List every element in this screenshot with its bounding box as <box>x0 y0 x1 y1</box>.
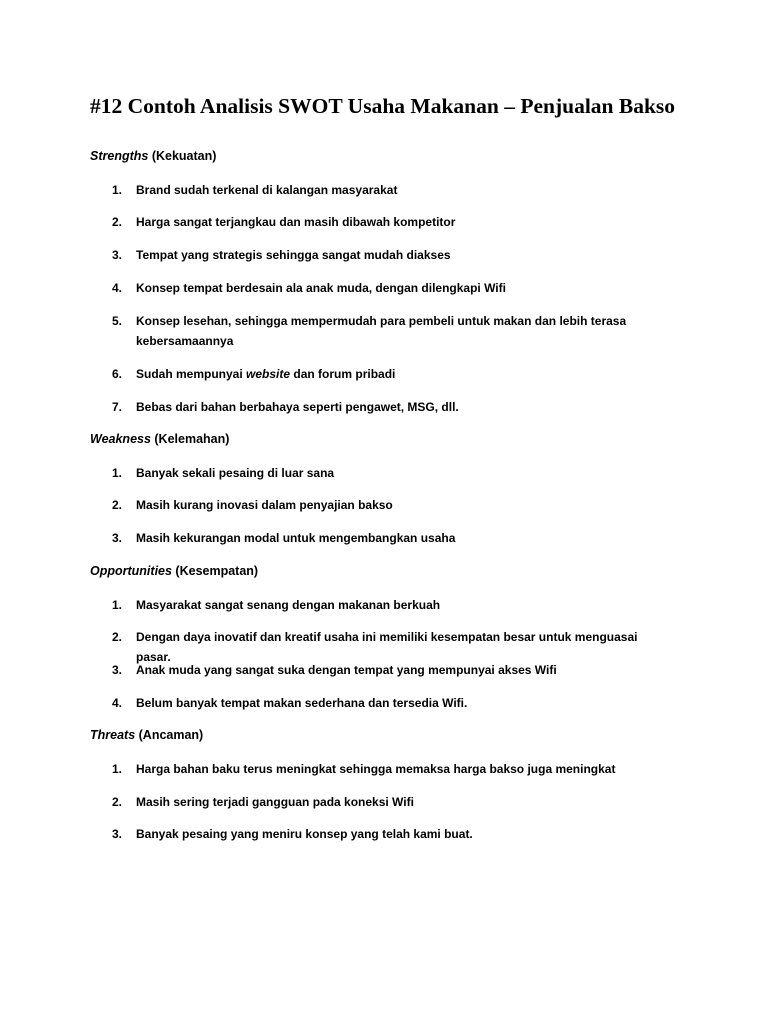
section-opportunities <box>90 563 710 710</box>
item-text-italic: website <box>246 367 291 381</box>
list-item <box>90 824 656 844</box>
item-text: Masyarakat sangat senang dengan makanan berkuah <box>136 598 441 612</box>
item-text: Bebas dari bahan berbahaya seperti pengawet, MSG, dll. <box>136 400 459 414</box>
list-item <box>90 660 656 680</box>
section-weakness <box>90 431 710 545</box>
list-item <box>90 245 656 265</box>
section-heading-label: (Kekuatan) <box>148 149 217 163</box>
list-item <box>90 463 656 483</box>
item-number: 3. <box>112 663 123 677</box>
section-heading-italic: Opportunities <box>90 564 172 578</box>
item-text: Masih sering terjadi gangguan pada koneksi Wifi <box>136 795 414 809</box>
item-text: Anak muda yang sangat suka dengan tempat yang mempunyai akses Wifi <box>136 663 557 677</box>
item-text: Masih kekurangan modal untuk mengembangkan usaha <box>136 531 456 545</box>
item-number: 1. <box>112 466 123 480</box>
section-heading <box>90 148 710 164</box>
item-text: Banyak sekali pesaing di luar sana <box>136 466 335 480</box>
list-item <box>90 311 656 351</box>
list-item <box>90 364 656 384</box>
list-item <box>90 278 656 298</box>
item-number: 7. <box>112 400 123 414</box>
item-number: 6. <box>112 367 123 381</box>
item-number: 1. <box>112 598 123 612</box>
item-number: 1. <box>112 762 123 776</box>
item-number: 2. <box>112 630 123 644</box>
list-item <box>90 693 656 713</box>
item-number: 2. <box>112 795 123 809</box>
section-heading <box>90 563 710 579</box>
item-text: Brand sudah terkenal di kalangan masyarakat <box>136 183 398 197</box>
section-heading-italic: Threats <box>90 728 136 742</box>
section-heading-italic: Weakness <box>90 432 151 446</box>
list-item <box>90 212 656 232</box>
item-number: 2. <box>112 215 123 229</box>
section-strengths <box>90 148 710 414</box>
list-item <box>90 759 656 779</box>
list-item <box>90 397 656 417</box>
item-text: Harga bahan baku terus meningkat sehingga memaksa harga bakso juga meningkat <box>136 762 616 776</box>
list-item <box>90 180 656 200</box>
list-item <box>90 528 656 548</box>
item-text <box>136 364 656 384</box>
item-number: 1. <box>112 183 123 197</box>
item-text: Masih kurang inovasi dalam penyajian bakso <box>136 498 393 512</box>
section-heading <box>90 431 710 447</box>
section-heading-italic: Strengths <box>90 149 149 163</box>
section-heading-label: (Kelemahan) <box>150 432 230 446</box>
item-text-part: Sudah mempunyai <box>136 367 247 381</box>
item-text-part: dan forum pribadi <box>290 367 396 381</box>
section-heading <box>90 727 710 743</box>
item-number: 3. <box>112 531 123 545</box>
section-threats <box>90 727 710 841</box>
item-text: Harga sangat terjangkau dan masih dibawah kompetitor <box>136 215 456 229</box>
item-text: Konsep tempat berdesain ala anak muda, dengan dilengkapi Wifi <box>136 281 506 295</box>
item-text: Tempat yang strategis sehingga sangat mudah diakses <box>136 248 451 262</box>
item-number: 4. <box>112 696 123 710</box>
item-number: 5. <box>112 314 123 328</box>
list-item <box>90 792 656 812</box>
section-heading-label: (Ancaman) <box>135 728 204 742</box>
item-text: Banyak pesaing yang meniru konsep yang telah kami buat. <box>136 827 473 841</box>
item-number: 3. <box>112 248 123 262</box>
item-number: 2. <box>112 498 123 512</box>
item-text: Konsep lesehan, sehingga mempermudah para pembeli untuk makan dan lebih terasa kebersamaannya <box>136 314 627 348</box>
item-text: Dengan daya inovatif dan kreatif usaha ini memiliki kesempatan besar untuk menguasai pasar. <box>136 630 638 664</box>
item-number: 4. <box>112 281 123 295</box>
document-title: #12 Contoh Analisis SWOT Usaha Makanan – Penjualan Bakso <box>90 94 676 118</box>
item-text: Belum banyak tempat makan sederhana dan tersedia Wifi. <box>136 696 468 710</box>
section-heading-label: (Kesempatan) <box>171 564 259 578</box>
list-item <box>90 595 656 615</box>
list-item <box>90 495 656 515</box>
item-number: 3. <box>112 827 123 841</box>
